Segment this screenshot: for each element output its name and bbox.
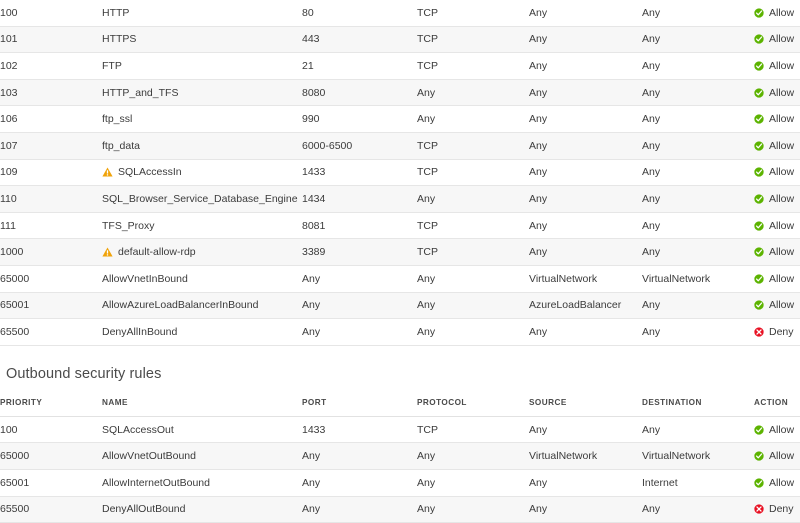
cell-port [302, 469, 417, 496]
cell-action [754, 416, 800, 443]
cell-destination [642, 239, 754, 266]
outbound-rules-table [0, 390, 800, 523]
cell-port [302, 79, 417, 106]
rule-name: SQLAccessIn [118, 166, 182, 179]
cell-name [102, 79, 302, 106]
cell-protocol [417, 106, 529, 133]
source-value: Any [529, 423, 548, 436]
rule-name: DenyAllOutBound [102, 503, 186, 516]
cell-destination [642, 0, 754, 26]
cell-protocol [417, 26, 529, 53]
cell-protocol [417, 443, 529, 470]
cell-destination [642, 106, 754, 133]
cell-destination [642, 416, 754, 443]
cell-priority [0, 265, 102, 292]
column-header-port[interactable]: PORT [302, 398, 327, 408]
column-header-priority[interactable]: PRIORITY [0, 398, 43, 408]
source-value: Any [529, 325, 548, 338]
cell-name [102, 416, 302, 443]
section-spacer [0, 346, 800, 366]
column-header-source[interactable]: SOURCE [529, 398, 567, 408]
cell-destination [642, 319, 754, 346]
protocol-value: TCP [417, 423, 438, 436]
cell-action [754, 186, 800, 213]
cell-port [302, 319, 417, 346]
port-value: 1433 [302, 423, 326, 436]
cell-action [754, 212, 800, 239]
cell-port [302, 212, 417, 239]
port-value: Any [302, 450, 321, 463]
priority-value: 101 [0, 33, 18, 46]
action-label: Deny [769, 503, 794, 516]
allow-icon [754, 221, 764, 231]
destination-value: Any [642, 6, 661, 19]
table-row[interactable] [0, 26, 800, 53]
table-row[interactable] [0, 265, 800, 292]
allow-icon [754, 194, 764, 204]
cell-destination [642, 292, 754, 319]
cell-priority [0, 106, 102, 133]
destination-value: VirtualNetwork [642, 272, 711, 285]
allow-icon [754, 141, 764, 151]
cell-name [102, 0, 302, 26]
allow-icon [754, 247, 764, 257]
cell-source [529, 0, 642, 26]
cell-name [102, 443, 302, 470]
port-value: Any [302, 503, 321, 516]
allow-icon [754, 8, 764, 18]
cell-priority [0, 496, 102, 523]
table-row[interactable] [0, 239, 800, 266]
cell-port [302, 416, 417, 443]
cell-priority [0, 26, 102, 53]
port-value: 21 [302, 59, 314, 72]
cell-name [102, 106, 302, 133]
cell-action [754, 319, 800, 346]
destination-value: Any [642, 299, 661, 312]
cell-name [102, 186, 302, 213]
cell-name [102, 26, 302, 53]
cell-source [529, 212, 642, 239]
cell-protocol [417, 186, 529, 213]
cell-priority [0, 0, 102, 26]
cell-port [302, 53, 417, 80]
cell-priority [0, 239, 102, 266]
cell-action [754, 53, 800, 80]
action-label: Allow [769, 450, 795, 463]
priority-value: 102 [0, 59, 18, 72]
cell-port [302, 496, 417, 523]
port-value: 1434 [302, 192, 326, 205]
outbound-table-header-row [0, 390, 800, 417]
priority-value: 65000 [0, 450, 30, 463]
source-value: Any [529, 219, 548, 232]
column-header-action[interactable]: ACTION [754, 398, 789, 408]
priority-value: 65001 [0, 476, 30, 489]
priority-value: 106 [0, 113, 18, 126]
cell-priority [0, 416, 102, 443]
cell-source [529, 319, 642, 346]
cell-destination [642, 212, 754, 239]
table-row[interactable] [0, 79, 800, 106]
allow-icon [754, 274, 764, 284]
cell-port [302, 26, 417, 53]
table-row[interactable] [0, 0, 800, 26]
table-row[interactable] [0, 106, 800, 133]
destination-value: Any [642, 139, 661, 152]
cell-source [529, 443, 642, 470]
priority-value: 107 [0, 139, 18, 152]
cell-name [102, 212, 302, 239]
protocol-value: Any [417, 113, 436, 126]
port-value: 80 [302, 6, 314, 19]
cell-priority [0, 79, 102, 106]
cell-name [102, 265, 302, 292]
priority-value: 111 [0, 219, 16, 232]
warning-icon [102, 247, 113, 257]
table-row[interactable] [0, 443, 800, 470]
rule-name: ftp_data [102, 139, 140, 152]
source-value: Any [529, 113, 548, 126]
cell-destination [642, 265, 754, 292]
source-value: Any [529, 6, 548, 19]
cell-source [529, 496, 642, 523]
allow-icon [754, 451, 764, 461]
destination-value: Any [642, 166, 661, 179]
table-row[interactable] [0, 186, 800, 213]
cell-name [102, 469, 302, 496]
rule-name: HTTPS [102, 33, 137, 46]
source-value: Any [529, 246, 548, 259]
cell-priority [0, 159, 102, 186]
cell-protocol [417, 496, 529, 523]
cell-action [754, 159, 800, 186]
cell-name [102, 53, 302, 80]
destination-value: VirtualNetwork [642, 450, 711, 463]
table-row[interactable] [0, 159, 800, 186]
cell-action [754, 79, 800, 106]
port-value: 3389 [302, 246, 326, 259]
protocol-value: TCP [417, 33, 438, 46]
cell-source [529, 186, 642, 213]
cell-destination [642, 186, 754, 213]
rule-name: HTTP_and_TFS [102, 86, 179, 99]
cell-protocol [417, 319, 529, 346]
cell-priority [0, 186, 102, 213]
cell-priority [0, 132, 102, 159]
port-value: Any [302, 325, 321, 338]
source-value: AzureLoadBalancer [529, 299, 622, 312]
protocol-value: TCP [417, 59, 438, 72]
port-value: Any [302, 272, 321, 285]
action-label: Deny [769, 325, 794, 338]
cell-destination [642, 443, 754, 470]
cell-name [102, 292, 302, 319]
port-value: 6000-6500 [302, 139, 353, 152]
source-value: Any [529, 503, 548, 516]
action-label: Allow [769, 6, 795, 19]
allow-icon [754, 167, 764, 177]
action-label: Allow [769, 86, 795, 99]
source-value: Any [529, 139, 548, 152]
port-value: 990 [302, 113, 320, 126]
cell-source [529, 132, 642, 159]
warning-icon [102, 167, 113, 177]
cell-priority [0, 292, 102, 319]
allow-icon [754, 114, 764, 124]
destination-value: Any [642, 503, 661, 516]
cell-action [754, 496, 800, 523]
heading-spacer [0, 382, 800, 390]
rule-name: AllowVnetInBound [102, 272, 188, 285]
source-value: VirtualNetwork [529, 450, 598, 463]
cell-action [754, 0, 800, 26]
port-value: 1433 [302, 166, 326, 179]
action-label: Allow [769, 166, 795, 179]
protocol-value: Any [417, 86, 436, 99]
source-value: Any [529, 192, 548, 205]
cell-protocol [417, 292, 529, 319]
cell-name [102, 239, 302, 266]
cell-port [302, 239, 417, 266]
cell-port [302, 292, 417, 319]
cell-priority [0, 319, 102, 346]
column-header-name[interactable]: NAME [102, 398, 128, 408]
cell-protocol [417, 0, 529, 26]
cell-action [754, 443, 800, 470]
cell-action [754, 26, 800, 53]
allow-icon [754, 88, 764, 98]
allow-icon [754, 478, 764, 488]
cell-action [754, 469, 800, 496]
rule-name: TFS_Proxy [102, 219, 155, 232]
action-label: Allow [769, 219, 795, 232]
protocol-value: Any [417, 450, 436, 463]
cell-protocol [417, 53, 529, 80]
protocol-value: Any [417, 299, 436, 312]
protocol-value: TCP [417, 246, 438, 259]
rule-name: default-allow-rdp [118, 246, 196, 259]
rule-name: FTP [102, 59, 122, 72]
cell-protocol [417, 132, 529, 159]
source-value: Any [529, 476, 548, 489]
cell-source [529, 106, 642, 133]
cell-name [102, 496, 302, 523]
source-value: VirtualNetwork [529, 272, 598, 285]
action-label: Allow [769, 33, 795, 46]
cell-protocol [417, 469, 529, 496]
priority-value: 109 [0, 166, 18, 179]
table-row[interactable] [0, 132, 800, 159]
cell-source [529, 239, 642, 266]
priority-value: 65500 [0, 325, 30, 338]
cell-name [102, 159, 302, 186]
deny-icon [754, 504, 764, 514]
port-value: Any [302, 476, 321, 489]
cell-source [529, 53, 642, 80]
cell-destination [642, 53, 754, 80]
action-label: Allow [769, 299, 795, 312]
destination-value: Internet [642, 476, 678, 489]
cell-port [302, 443, 417, 470]
cell-protocol [417, 416, 529, 443]
cell-destination [642, 79, 754, 106]
priority-value: 65500 [0, 503, 30, 516]
destination-value: Any [642, 33, 661, 46]
protocol-value: Any [417, 476, 436, 489]
cell-priority [0, 443, 102, 470]
protocol-value: TCP [417, 6, 438, 19]
cell-source [529, 79, 642, 106]
destination-value: Any [642, 219, 661, 232]
cell-port [302, 132, 417, 159]
source-value: Any [529, 166, 548, 179]
protocol-value: Any [417, 325, 436, 338]
rule-name: HTTP [102, 6, 130, 19]
priority-value: 110 [0, 192, 17, 205]
cell-port [302, 186, 417, 213]
priority-value: 1000 [0, 246, 24, 259]
protocol-value: Any [417, 503, 436, 516]
allow-icon [754, 300, 764, 310]
destination-value: Any [642, 423, 661, 436]
deny-icon [754, 327, 764, 337]
outbound-security-rules-heading: Outbound security rules [6, 365, 162, 382]
port-value: Any [302, 299, 321, 312]
allow-icon [754, 34, 764, 44]
cell-source [529, 265, 642, 292]
cell-name [102, 132, 302, 159]
cell-action [754, 239, 800, 266]
destination-value: Any [642, 59, 661, 72]
port-value: 8081 [302, 219, 326, 232]
table-row[interactable] [0, 212, 800, 239]
table-row[interactable] [0, 496, 800, 523]
source-value: Any [529, 33, 548, 46]
source-value: Any [529, 59, 548, 72]
table-row[interactable] [0, 319, 800, 346]
priority-value: 65000 [0, 272, 30, 285]
protocol-value: TCP [417, 219, 438, 232]
cell-port [302, 106, 417, 133]
table-row[interactable] [0, 53, 800, 80]
column-header-destination[interactable]: DESTINATION [642, 398, 702, 408]
cell-destination [642, 132, 754, 159]
cell-protocol [417, 239, 529, 266]
rule-name: SQLAccessOut [102, 423, 174, 436]
priority-value: 100 [0, 423, 18, 436]
outbound-security-rules-section [0, 390, 800, 523]
cell-port [302, 0, 417, 26]
protocol-value: Any [417, 272, 436, 285]
action-label: Allow [769, 139, 795, 152]
cell-source [529, 159, 642, 186]
source-value: Any [529, 86, 548, 99]
action-label: Allow [769, 423, 795, 436]
cell-action [754, 106, 800, 133]
table-row[interactable] [0, 292, 800, 319]
protocol-value: Any [417, 192, 436, 205]
cell-action [754, 265, 800, 292]
priority-value: 100 [0, 6, 18, 19]
table-row[interactable] [0, 416, 800, 443]
protocol-value: TCP [417, 139, 438, 152]
priority-value: 103 [0, 86, 18, 99]
cell-priority [0, 469, 102, 496]
cell-name [102, 319, 302, 346]
rule-name: DenyAllInBound [102, 325, 178, 338]
allow-icon [754, 425, 764, 435]
destination-value: Any [642, 325, 661, 338]
destination-value: Any [642, 192, 661, 205]
cell-protocol [417, 212, 529, 239]
cell-priority [0, 212, 102, 239]
cell-protocol [417, 79, 529, 106]
cell-destination [642, 26, 754, 53]
rule-name: SQL_Browser_Service_Database_Engine [102, 192, 298, 205]
action-label: Allow [769, 113, 795, 126]
action-label: Allow [769, 246, 795, 259]
port-value: 8080 [302, 86, 326, 99]
cell-source [529, 292, 642, 319]
cell-destination [642, 496, 754, 523]
destination-value: Any [642, 86, 661, 99]
cell-protocol [417, 265, 529, 292]
cell-action [754, 132, 800, 159]
cell-protocol [417, 159, 529, 186]
rule-name: AllowVnetOutBound [102, 450, 196, 463]
table-row[interactable] [0, 469, 800, 496]
priority-value: 65001 [0, 299, 30, 312]
cell-destination [642, 469, 754, 496]
rule-name: ftp_ssl [102, 113, 133, 126]
port-value: 443 [302, 33, 320, 46]
protocol-value: TCP [417, 166, 438, 179]
allow-icon [754, 61, 764, 71]
action-label: Allow [769, 192, 795, 205]
cell-priority [0, 53, 102, 80]
action-label: Allow [769, 59, 795, 72]
action-label: Allow [769, 476, 795, 489]
cell-source [529, 469, 642, 496]
destination-value: Any [642, 113, 661, 126]
cell-destination [642, 159, 754, 186]
action-label: Allow [769, 272, 795, 285]
cell-port [302, 265, 417, 292]
rule-name: AllowInternetOutBound [102, 476, 210, 489]
cell-port [302, 159, 417, 186]
cell-action [754, 292, 800, 319]
cell-source [529, 416, 642, 443]
rule-name: AllowAzureLoadBalancerInBound [102, 299, 259, 312]
cell-source [529, 26, 642, 53]
column-header-protocol[interactable]: PROTOCOL [417, 398, 467, 408]
destination-value: Any [642, 246, 661, 259]
